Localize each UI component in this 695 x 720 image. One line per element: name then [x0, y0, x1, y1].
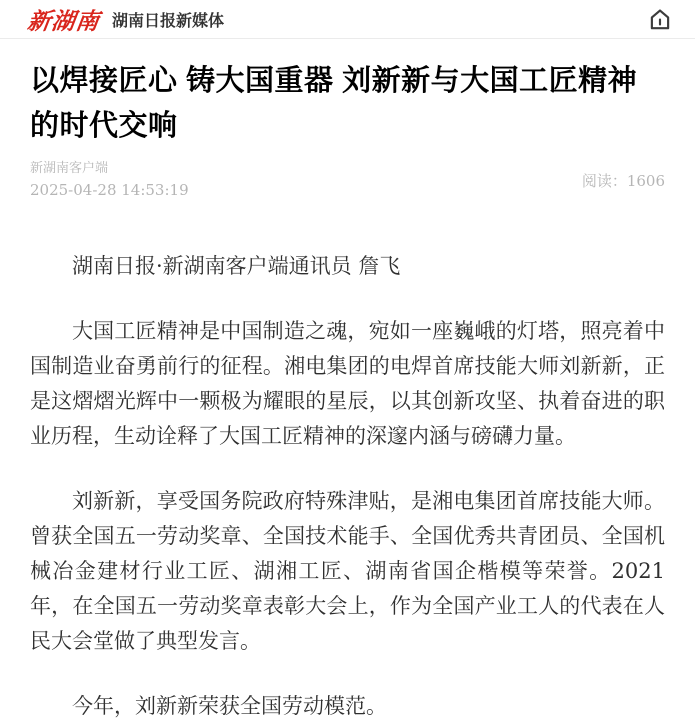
article-title: 以焊接匠心 铸大国重器 刘新新与大国工匠精神的时代交响	[30, 65, 638, 142]
article-body	[30, 249, 665, 720]
article-paragraph: 湖南日报·新湖南客户端通讯员 詹飞	[72, 254, 401, 278]
article-paragraph: 大国工匠精神是中国制造之魂，宛如一座巍峨的灯塔，照亮着中国制造业奋勇前行的征程。湘电集团的电焊首席技能大师刘新新，正是这熠熠光辉中一颗极为耀眼的星辰，以其创新攻坚、执着奋进的职业历程，生动诠释了大国工匠精神的深邃内涵与磅礴力量。	[30, 319, 665, 448]
article-meta-left	[30, 159, 189, 201]
article-content	[0, 59, 695, 720]
home-button[interactable]	[645, 4, 675, 34]
site-header	[0, 0, 695, 39]
article-datetime: 2025-04-28 14:53:19	[30, 181, 189, 199]
home-icon	[647, 6, 673, 32]
brand-name: 湖南日报新媒体	[112, 10, 225, 30]
xinhunan-logo[interactable]: 新湖南	[25, 7, 102, 35]
brand	[25, 3, 225, 36]
article-paragraph: 今年，刘新新荣获全国劳动模范。	[72, 694, 387, 718]
read-count: 阅读：1606	[581, 171, 665, 190]
article-paragraph: 刘新新，享受国务院政府特殊津贴，是湘电集团首席技能大师。曾获全国五一劳动奖章、全国技术能手、全国优秀共青团员、全国机械冶金建材行业工匠、湖湘工匠、湖南省国企楷模等荣誉。2021年，在全国五一劳动奖章表彰大会上，作为全国产业工人的代表在人民大会堂做了典型发言。	[30, 489, 665, 653]
article-source: 新湖南客户端	[30, 161, 109, 176]
article-meta	[30, 159, 665, 201]
